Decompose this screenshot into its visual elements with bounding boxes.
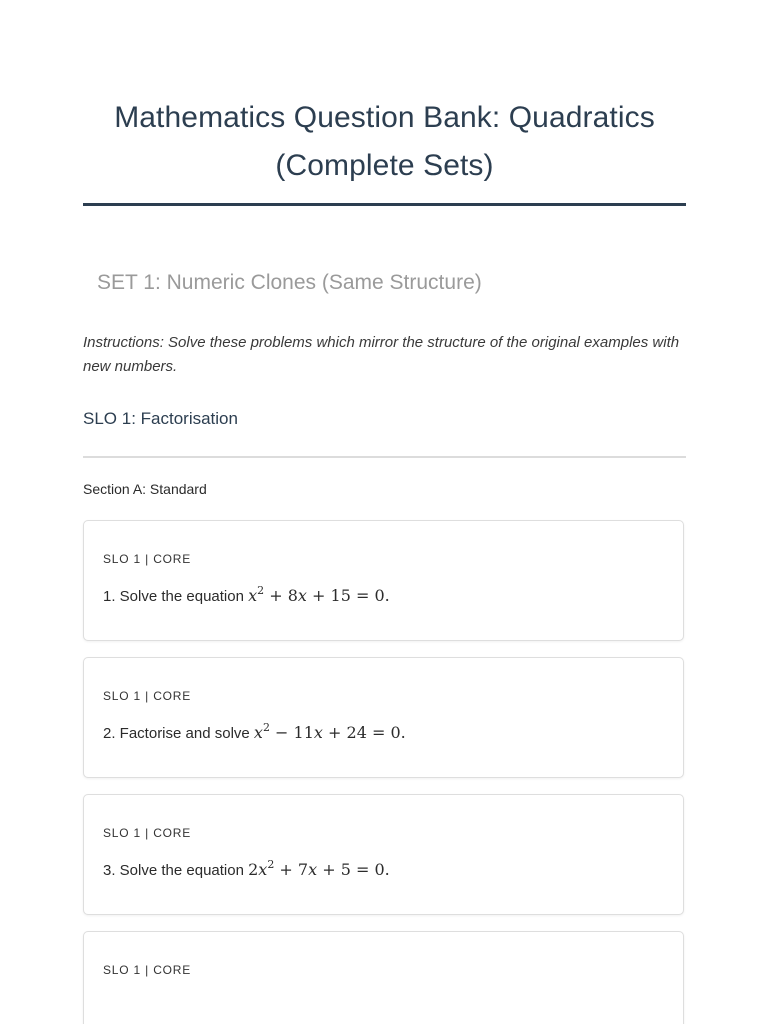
equation-linear-term: + 7	[279, 860, 309, 879]
question-prompt: 1. Solve the equation	[103, 588, 249, 605]
equation-rhs: = 0	[371, 723, 401, 742]
question-tag: SLO 1 | CORE	[103, 689, 192, 703]
equation-constant-term: + 24	[328, 723, 367, 742]
slo-heading: SLO 1: Factorisation	[83, 409, 238, 428]
question-card	[83, 794, 684, 915]
question-equation: $2x^2 + 7x + 5 = 0$.	[248, 858, 390, 879]
section-heading: Section A: Standard	[83, 481, 207, 497]
equation-constant-term: + 5	[322, 860, 351, 879]
question-prompt: 3. Solve the equation	[103, 862, 249, 879]
equation-rhs: = 0	[355, 860, 385, 879]
question-card	[83, 931, 684, 1024]
title-divider	[83, 203, 686, 206]
question-tag: SLO 1 | CORE	[103, 963, 192, 977]
question-text	[103, 722, 406, 745]
question-tag: SLO 1 | CORE	[103, 552, 192, 566]
question-card	[83, 657, 684, 778]
page-title: Mathematics Question Bank: Quadratics (Complete Sets)	[114, 101, 655, 182]
equation-end: .	[400, 723, 406, 742]
equation-rhs: = 0	[355, 586, 385, 605]
slo-divider	[83, 456, 686, 458]
question-equation: $x^2 + 8x + 15 = 0$.	[248, 584, 390, 605]
question-prompt: 2. Factorise and solve	[103, 725, 254, 742]
question-text	[103, 585, 390, 608]
set-heading: SET 1: Numeric Clones (Same Structure)	[97, 271, 482, 294]
instructions-text: Instructions: Solve these problems which mirror the structure of the original examples with new numbers.	[83, 334, 680, 375]
equation-linear-term: + 8	[269, 586, 298, 605]
question-card	[83, 520, 684, 641]
question-text	[103, 859, 390, 882]
question-equation: $x^2 - 11x + 24 = 0$.	[253, 721, 406, 742]
equation-end: .	[384, 860, 390, 879]
equation-leading-coefficient: 2	[248, 860, 259, 879]
equation-linear-term: − 11	[275, 723, 314, 742]
equation-end: .	[384, 586, 390, 605]
question-tag: SLO 1 | CORE	[103, 826, 192, 840]
equation-constant-term: + 15	[312, 586, 351, 605]
